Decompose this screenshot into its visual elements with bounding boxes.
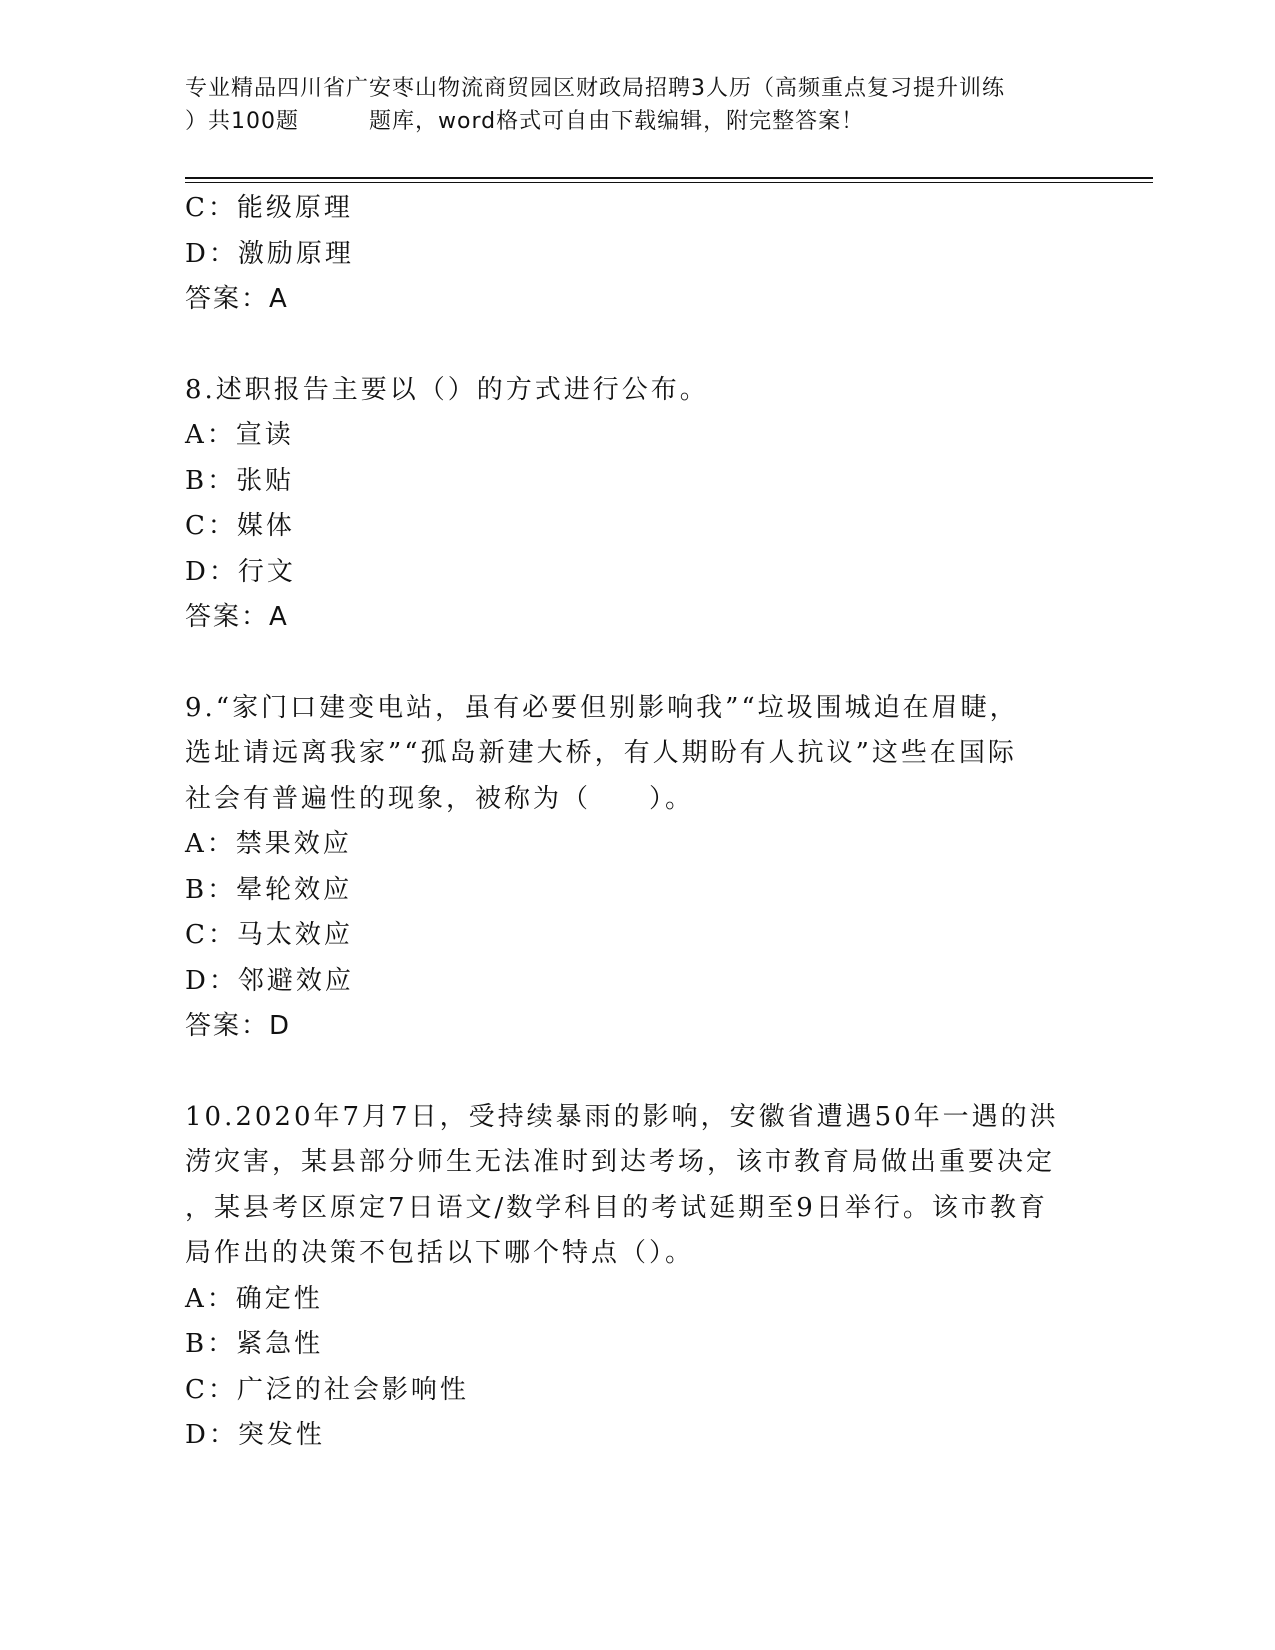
header-line-1: 专业精品四川省广安枣山物流商贸园区财政局招聘3人历（高频重点复习提升训练 xyxy=(185,76,1005,101)
question-7-tail xyxy=(185,186,1085,323)
option-d: D：激励原理 xyxy=(185,238,354,269)
option-d: D：邻避效应 xyxy=(185,965,354,996)
option-c: C：能级原理 xyxy=(185,193,353,223)
question-text-line-1: 9.“家门口建变电站，虽有必要但别影响我”“垃圾围城迫在眉睫， xyxy=(185,692,1019,723)
answer: 答案：D xyxy=(185,1011,292,1041)
question-10 xyxy=(185,1095,1085,1459)
option-c: C：媒体 xyxy=(185,511,295,541)
answer: 答案：A xyxy=(185,602,289,632)
question-text: 8.述职报告主要以（）的方式进行公布。 xyxy=(185,374,709,405)
option-a: A：禁果效应 xyxy=(185,829,352,859)
question-text-line-3: ，某县考区原定7日语文/数学科目的考试延期至9日举行。该市教育 xyxy=(185,1192,1048,1223)
header-line-2-start: ）共100题 xyxy=(185,109,299,134)
question-text-line-2: 涝灾害，某县部分师生无法准时到达考场，该市教育局做出重要决定 xyxy=(185,1147,1056,1177)
document-body xyxy=(185,186,1085,1459)
option-b: B：紧急性 xyxy=(185,1329,324,1359)
answer: 答案：A xyxy=(185,284,289,314)
option-a: A：确定性 xyxy=(185,1283,323,1314)
option-c: C：马太效应 xyxy=(185,920,353,950)
question-text-line-4: 局作出的决策不包括以下哪个特点（）。 xyxy=(185,1238,695,1268)
option-c: C：广泛的社会影响性 xyxy=(185,1374,469,1405)
header-rule-thin xyxy=(185,182,1153,183)
option-a: A：宣读 xyxy=(185,420,294,450)
document-header xyxy=(185,72,1085,138)
option-d: D：突发性 xyxy=(185,1420,325,1450)
question-text-line-3: 社会有普遍性的现象，被称为（ ）。 xyxy=(185,783,695,814)
header-rule-thick xyxy=(185,177,1153,179)
question-text-line-2: 选址请远离我家”“孤岛新建大桥，有人期盼有人抗议”这些在国际 xyxy=(185,738,1017,768)
option-d: D：行文 xyxy=(185,556,296,587)
question-8 xyxy=(185,368,1085,641)
question-text-line-1: 10.2020年7月7日，受持续暴雨的影响，安徽省遭遇50年一遇的洪 xyxy=(185,1101,1059,1132)
header-line-2-end: 题库，word格式可自由下载编辑，附完整答案！ xyxy=(369,109,865,134)
option-b: B：张贴 xyxy=(185,465,295,496)
header-line-2 xyxy=(185,105,1085,138)
option-b: B：晕轮效应 xyxy=(185,874,353,905)
question-9 xyxy=(185,686,1085,1050)
